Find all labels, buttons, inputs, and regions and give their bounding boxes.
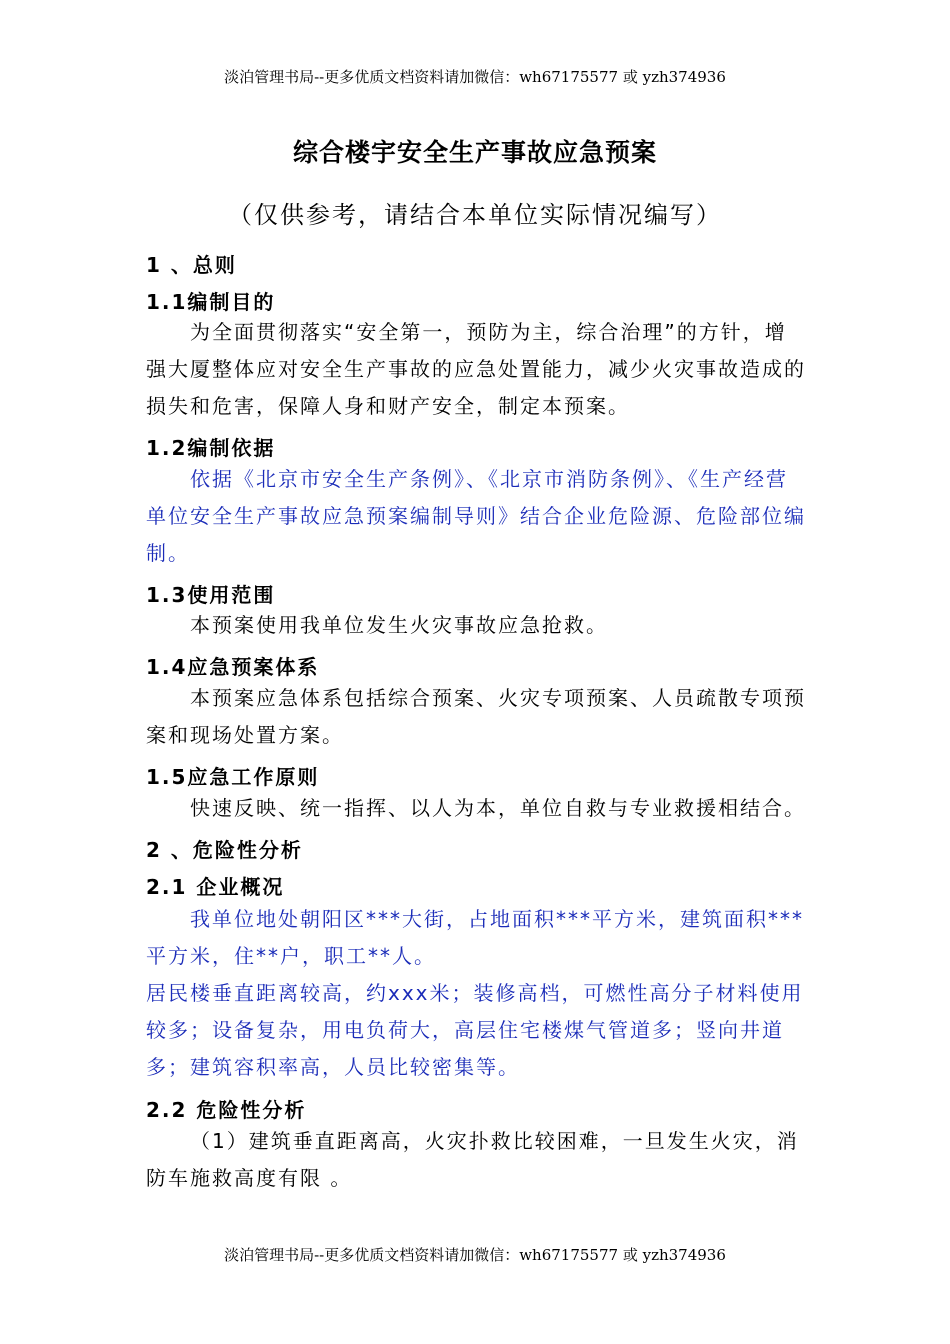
- document-subtitle: （仅供参考，请结合本单位实际情况编写）: [228, 201, 722, 229]
- section-1-5-heading: 1.5应急工作原则: [146, 765, 320, 789]
- section-2-1-paragraph: 我单位地处朝阳区***大街，占地面积***平方米，建筑面积***平方米，住**户，职工**人。: [146, 907, 804, 968]
- section-1-5-paragraph: 快速反映、统一指挥、以人为本，单位自救与专业救援相结合。: [190, 796, 806, 820]
- section-1-heading: 1 、总则: [146, 253, 237, 277]
- section-2-2-paragraph: （1）建筑垂直距离高，火灾扑救比较困难，一旦发生火灾，消防车施救高度有限 。: [146, 1129, 799, 1190]
- section-1-2-heading: 1.2编制依据: [146, 436, 276, 460]
- section-1-2-paragraph: 依据《北京市安全生产条例》、《北京市消防条例》、《生产经营单位安全生产事故应急预案编制导则》结合企业危险源、危险部位编制。: [146, 467, 806, 565]
- page-header: 淡泊管理书局--更多优质文档资料请加微信：wh67175577 或 yzh374936: [224, 68, 726, 86]
- document-title: 综合楼宇安全生产事故应急预案: [292, 138, 657, 167]
- section-2-2-heading: 2.2 危险性分析: [146, 1098, 307, 1122]
- section-1-1-heading: 1.1编制目的: [146, 290, 276, 314]
- section-1-4-paragraph: 本预案应急体系包括综合预案、火灾专项预案、人员疏散专项预案和现场处置方案。: [146, 686, 806, 747]
- page-footer: 淡泊管理书局--更多优质文档资料请加微信：wh67175577 或 yzh374936: [224, 1246, 726, 1264]
- section-2-1-heading: 2.1 企业概况: [146, 875, 285, 899]
- section-2-1-paragraph-2: 居民楼垂直距离较高，约xxx米；装修高档，可燃性高分子材料使用较多；设备复杂，用电负荷大，高层住宅楼煤气管道多；竖向井道多；建筑容积率高，人员比较密集等。: [146, 981, 804, 1079]
- section-2-heading: 2 、危险性分析: [146, 838, 303, 862]
- section-1-3-heading: 1.3使用范围: [146, 583, 276, 607]
- section-1-3-paragraph: 本预案使用我单位发生火灾事故应急抢救。: [190, 613, 608, 637]
- section-1-4-heading: 1.4应急预案体系: [146, 655, 320, 679]
- section-1-1-paragraph: 为全面贯彻落实“安全第一，预防为主，综合治理”的方针，增强大厦整体应对安全生产事故的应急处置能力，减少火灾事故造成的损失和危害，保障人身和财产安全，制定本预案。: [146, 320, 806, 418]
